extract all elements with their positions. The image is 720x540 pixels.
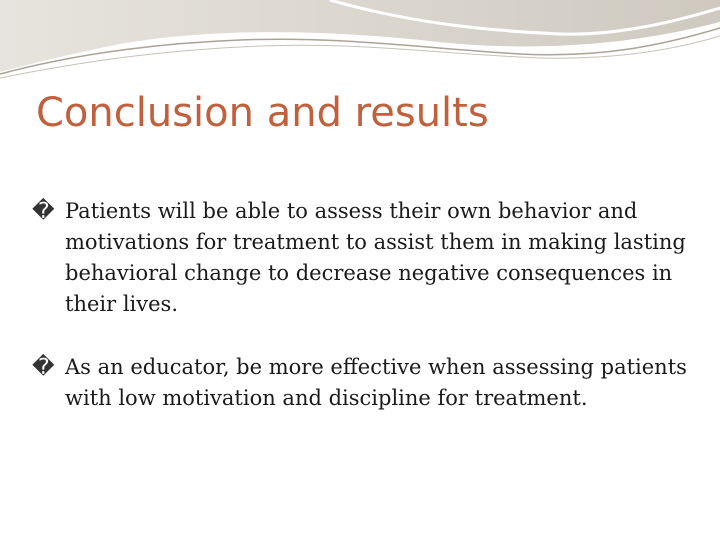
bullet-text: As an educator, be more effective when assessing patients with low motivation and discipline for treatment. xyxy=(65,355,687,410)
bullet-item xyxy=(32,196,692,320)
bullet-text: Patients will be able to assess their own behavior and motivations for treatment to assist them in making lasting behavioral change to decrease negative consequences in their lives. xyxy=(65,199,686,316)
bullet-marker-icon: � xyxy=(32,199,55,224)
bullet-list xyxy=(32,196,692,446)
bullet-marker-icon: � xyxy=(32,355,55,380)
bullet-item xyxy=(32,352,692,414)
slide-title: Conclusion and results xyxy=(36,90,489,136)
header-swoosh-decoration xyxy=(0,0,720,80)
